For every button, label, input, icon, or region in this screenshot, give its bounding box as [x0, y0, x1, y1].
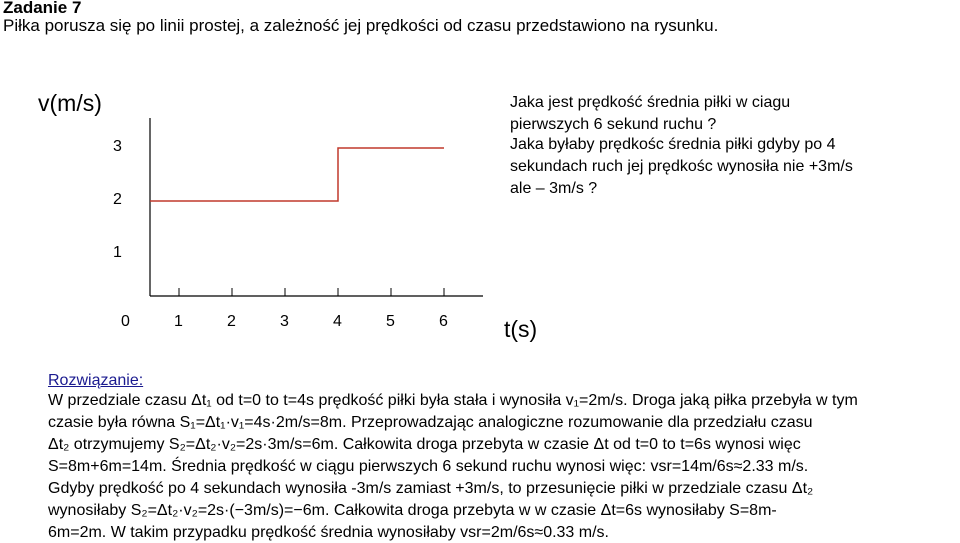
x-axis-label: t(s)	[504, 316, 538, 342]
question-1-line-2: pierwszych 6 sekund ruchu ?	[510, 116, 717, 133]
solution-line-3: Δt₂ otrzymujemy S₂=Δt₂·v₂=2s·3m/s=6m. Całkowita droga przebyta w czasie Δt od t=0 to t=6s wynosi więc	[48, 436, 801, 453]
question-2-line-1: Jaka byłaby prędkośc średnia piłki gdyby po 4	[510, 136, 836, 153]
x-tick-label: 6	[439, 313, 448, 330]
y-tick-label: 1	[113, 244, 122, 261]
x-tick-label: 4	[333, 313, 342, 330]
solution-line-7: 6m=2m. W takim przypadku prędkość średnia wynosiłaby vsr=2m/6s≈0.33 m/s.	[48, 524, 609, 541]
solution-line-1: W przedziale czasu Δt₁ od t=0 to t=4s prędkość piłki była stała i wynosiła v₁=2m/s. Droga jaką piłka przebyła w tym	[48, 392, 858, 409]
question-2-line-2: sekundach ruch jej prędkośc wynosiła nie +3m/s	[510, 158, 853, 175]
x-tick-label: 3	[280, 313, 289, 330]
solution-line-5: Gdyby prędkość po 4 sekundach wynosiła -3m/s zamiast +3m/s, to przesunięcie piłki w przedziale czasu Δt₂	[48, 480, 814, 497]
x-tick-label: 0	[121, 313, 130, 330]
y-tick-label: 3	[113, 138, 122, 155]
problem-intro: Piłka porusza się po linii prostej, a zależność jej prędkości od czasu przedstawiono na rysunku.	[3, 16, 719, 35]
y-tick-label: 2	[113, 191, 122, 208]
solution-line-4: S=8m+6m=14m. Średnia prędkość w ciągu pierwszych 6 sekund ruchu wynosi więc: vsr=14m/6s≈2.33 m/s.	[48, 458, 809, 475]
question-2-line-3: ale – 3m/s ?	[510, 180, 598, 197]
x-tick-label: 5	[386, 313, 395, 330]
x-tick-label: 1	[174, 313, 183, 330]
question-1-line-1: Jaka jest prędkość średnia piłki w ciagu	[510, 94, 791, 111]
problem-title: Zadanie 7	[3, 0, 82, 17]
solution-line-2: czasie była równa S₁=Δt₁·v₁=4s·2m/s=8m. Przeprowadzając analogiczne rozumowanie dla przedziału czasu	[48, 414, 813, 431]
solution-line-6: wynosiłaby S₂=Δt₂·v₂=2s·(−3m/s)=−6m. Całkowita droga przebyta w w czasie Δt=6s wynosiłaby S=8m-	[48, 502, 777, 519]
y-axis-label: v(m/s)	[38, 90, 102, 116]
x-tick-label: 2	[227, 313, 236, 330]
velocity-series-line	[150, 148, 444, 201]
solution-heading: Rozwiązanie:	[48, 372, 144, 389]
